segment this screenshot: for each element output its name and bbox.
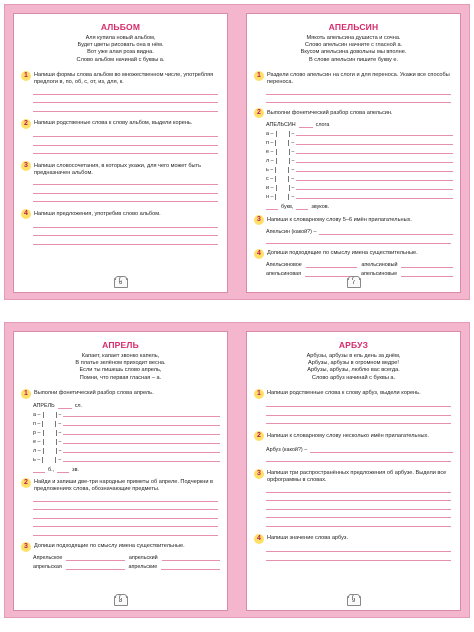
task-number: 4	[254, 534, 264, 544]
fill-row: апрельская апрельские	[33, 564, 220, 570]
answer-line[interactable]	[63, 449, 220, 453]
prompt-row: Апельсин (какой?) –	[266, 229, 453, 235]
task-text: Напиши три распространённых предложения об арбузе. Выдели все орфограммы в словах.	[267, 470, 447, 484]
task-1	[254, 389, 453, 425]
answer-line[interactable]	[266, 94, 451, 95]
answer-line[interactable]	[266, 560, 451, 561]
answer-line[interactable]	[33, 136, 218, 137]
answer-line[interactable]	[33, 94, 218, 95]
task-number: 2	[21, 478, 31, 488]
task-4	[254, 249, 453, 277]
task-number: 3	[21, 542, 31, 552]
answer-line[interactable]	[266, 551, 451, 552]
sound-bracket[interactable]	[275, 140, 289, 146]
task-2	[21, 119, 220, 155]
task-number: 2	[254, 108, 264, 118]
answer-line[interactable]	[63, 431, 220, 435]
answer-line[interactable]	[33, 509, 218, 510]
task-number: 3	[254, 215, 264, 225]
task-text: Выполни фонетический разбор слова апельсин.	[267, 109, 393, 116]
answer-line[interactable]	[33, 518, 218, 519]
task-number: 3	[21, 161, 31, 171]
task-text: Раздели слово апельсин на слоги и для переноса. Укажи все способы переноса.	[267, 72, 450, 86]
answer-line[interactable]	[33, 227, 218, 228]
answer-line[interactable]	[63, 422, 220, 426]
answer-line[interactable]	[63, 440, 220, 444]
task-1	[254, 71, 453, 104]
task-text: Найди и запиши две-три народные приметы об апреле. Подчеркни в предложениях слова, обозначающие предметы.	[34, 479, 214, 493]
fill-row: Апельсиновое апельсиновый	[266, 262, 453, 268]
page-number: 8	[114, 596, 128, 606]
answer-line[interactable]	[266, 509, 451, 510]
task-3	[254, 469, 453, 527]
sound-bracket[interactable]	[43, 448, 57, 454]
task-3	[21, 161, 220, 202]
sounds-count-blank[interactable]	[296, 204, 308, 210]
answer-line[interactable]	[296, 168, 453, 172]
phonetic-row: с – –	[266, 176, 453, 182]
count-row: букв, звуков.	[266, 204, 453, 210]
answer-line[interactable]	[266, 500, 451, 501]
answer-line[interactable]	[33, 535, 218, 536]
answer-line[interactable]	[266, 243, 451, 244]
answer-line[interactable]	[266, 517, 451, 518]
phonetic-row: л – –	[266, 158, 453, 164]
task-text: Напиши формы слова альбом во множественном числе, употребляя предлоги в, по, об, с, от, из, для, к.	[34, 72, 214, 86]
task-text: Напиши к словарному слову 5–6 имён прилагательных.	[267, 216, 412, 223]
poem: Аля купила новый альбом, Будет цветы рисовать она в нём. Вот уже алая роза видна. Слово альбом начинай с буквы а.	[76, 35, 165, 63]
answer-line[interactable]	[266, 526, 451, 527]
phonetic-row: и – –	[266, 185, 453, 191]
spread-top	[4, 4, 470, 300]
task-text: Напиши словосочетания, в которых укажи, для чего может быть предназначен альбом.	[34, 162, 202, 176]
letters-count-blank[interactable]	[33, 467, 45, 473]
answer-line[interactable]	[33, 244, 218, 245]
answer-line[interactable]	[161, 564, 220, 570]
answer-line[interactable]	[63, 413, 220, 417]
phonetic-row: а – –	[266, 131, 453, 137]
task-text: Напиши родственные слова к слову альбом, выдели корень.	[34, 120, 193, 127]
task-2	[254, 108, 453, 210]
task-text: Напиши значение слова арбуз.	[267, 535, 349, 542]
task-number: 1	[21, 71, 31, 81]
answer-line[interactable]	[33, 153, 218, 154]
phonetic-row: ь – –	[266, 167, 453, 173]
fill-row: Апрельское апрельский	[33, 555, 220, 561]
answer-line[interactable]	[319, 229, 453, 235]
poem: Арбузы, арбузы в ель день за днём, Арбузы, арбузы в огромном ведре! Арбузы, арбузы, люблю вас всегда. Слово арбуз начинай с буквы а.	[306, 353, 401, 381]
answer-line[interactable]	[33, 201, 218, 202]
answer-line[interactable]	[66, 564, 125, 570]
sound-bracket[interactable]	[276, 185, 290, 191]
sound-bracket[interactable]	[276, 158, 290, 164]
answer-line[interactable]	[33, 235, 218, 236]
count-row: б., зв.	[33, 467, 220, 473]
task-4	[21, 209, 220, 245]
sound-bracket[interactable]	[43, 412, 57, 418]
answer-line[interactable]	[266, 102, 451, 103]
task-number: 3	[254, 469, 264, 479]
answer-line[interactable]	[296, 186, 453, 190]
page-arbuz	[246, 331, 461, 611]
sound-bracket[interactable]	[275, 176, 289, 182]
task-text: Допиши подходящие по смыслу имена существительные.	[34, 543, 185, 550]
syllable-row	[266, 122, 453, 128]
sound-bracket[interactable]	[42, 457, 56, 463]
poem: Капает, капает звонко капель, В платье зелёном приходит весна. Если ты пишешь слово апрель, Помни, что первая гласная – а.	[75, 353, 166, 381]
analysis-word: АПРЕЛЬ	[33, 402, 55, 409]
answer-line[interactable]	[33, 102, 218, 103]
phonetic-row: е – –	[33, 439, 220, 445]
answer-line[interactable]	[162, 555, 220, 561]
phonetic-row: п – –	[33, 421, 220, 427]
answer-line[interactable]	[266, 406, 451, 407]
task-number: 1	[21, 389, 31, 399]
page-number: 9	[347, 596, 361, 606]
page-number: 7	[347, 278, 361, 288]
phonetic-row: а – –	[33, 412, 220, 418]
answer-line[interactable]	[266, 415, 451, 416]
syllable-row	[33, 403, 220, 409]
task-4	[254, 534, 453, 561]
sound-bracket[interactable]	[42, 421, 56, 427]
syllable-label: сл.	[74, 402, 83, 409]
task-text: Напиши предложения, употребив слово альбом.	[34, 210, 161, 217]
answer-line[interactable]	[63, 458, 220, 462]
task-number: 1	[254, 389, 264, 399]
task-number: 4	[21, 209, 31, 219]
sound-bracket[interactable]	[275, 167, 289, 173]
page-number: 6	[114, 278, 128, 288]
answer-line[interactable]	[66, 555, 124, 561]
answer-line[interactable]	[296, 132, 453, 136]
answer-line[interactable]	[266, 492, 451, 493]
sounds-count-blank[interactable]	[57, 467, 69, 473]
task-1	[21, 71, 220, 112]
answer-line[interactable]	[33, 111, 218, 112]
answer-line[interactable]	[310, 447, 453, 453]
fill-row: апельсиновая апельсиновые	[266, 271, 453, 277]
answer-line[interactable]	[401, 262, 453, 268]
task-number: 1	[254, 71, 264, 81]
phonetic-row: е – –	[266, 149, 453, 155]
page-title: АРБУЗ	[338, 340, 369, 350]
syllable-blank[interactable]	[58, 403, 72, 409]
poem: Мякоть апельсина душиста и сочна. Слово апельсин начните с гласной а. Вкусом апельсина довольны мы вполне. В слове апельсин пишите букву е.	[300, 35, 407, 63]
answer-line[interactable]	[296, 150, 453, 154]
answer-line[interactable]	[266, 423, 451, 424]
answer-line[interactable]	[33, 526, 218, 527]
phonetic-row: н – –	[266, 194, 453, 200]
syllable-label: слога	[315, 122, 330, 129]
phonetic-row: п – –	[266, 140, 453, 146]
task-2	[21, 478, 220, 536]
answer-line[interactable]	[296, 177, 453, 181]
page-title: АПЕЛЬСИН	[328, 22, 379, 32]
task-number: 4	[254, 249, 264, 259]
spread-bottom	[4, 322, 470, 618]
sound-bracket[interactable]	[276, 131, 290, 137]
phonetic-row: р – –	[33, 430, 220, 436]
prompt-row: Арбуз (какой?) –	[266, 447, 453, 453]
answer-line[interactable]	[296, 141, 453, 145]
page-aprel	[13, 331, 228, 611]
analysis-word: АПЕЛЬСИН	[266, 122, 296, 129]
task-text: Напиши родственные слова к слову арбуз, выдели корень.	[267, 390, 421, 397]
page-apelsin	[246, 13, 461, 293]
letters-count-blank[interactable]	[266, 204, 278, 210]
phonetic-row: ь – –	[33, 457, 220, 463]
answer-line[interactable]	[306, 262, 358, 268]
sound-bracket[interactable]	[43, 430, 57, 436]
phonetic-row: л – –	[33, 448, 220, 454]
task-text: Выполни фонетический разбор слова апрель.	[34, 390, 154, 397]
answer-line[interactable]	[33, 501, 218, 502]
sound-bracket[interactable]	[276, 149, 290, 155]
answer-line[interactable]	[33, 145, 218, 146]
sound-bracket[interactable]	[43, 439, 57, 445]
answer-line[interactable]	[296, 195, 453, 199]
task-text: Напиши к словарному слову несколько имён прилагательных.	[267, 432, 429, 439]
task-number: 2	[254, 431, 264, 441]
syllable-blank[interactable]	[299, 122, 313, 128]
answer-line[interactable]	[33, 193, 218, 194]
task-number: 2	[21, 119, 31, 129]
answer-line[interactable]	[296, 159, 453, 163]
sound-bracket[interactable]	[275, 194, 289, 200]
page-title: АЛЬБОМ	[100, 22, 141, 32]
page-albom	[13, 13, 228, 293]
task-1	[21, 389, 220, 473]
answer-line[interactable]	[266, 461, 451, 462]
task-3	[21, 542, 220, 570]
task-3	[254, 215, 453, 244]
task-text: Допиши подходящие по смыслу имена существительные.	[267, 250, 418, 257]
task-2	[254, 431, 453, 462]
answer-line[interactable]	[401, 271, 453, 277]
page-title: АПРЕЛЬ	[102, 340, 139, 350]
answer-line[interactable]	[33, 184, 218, 185]
